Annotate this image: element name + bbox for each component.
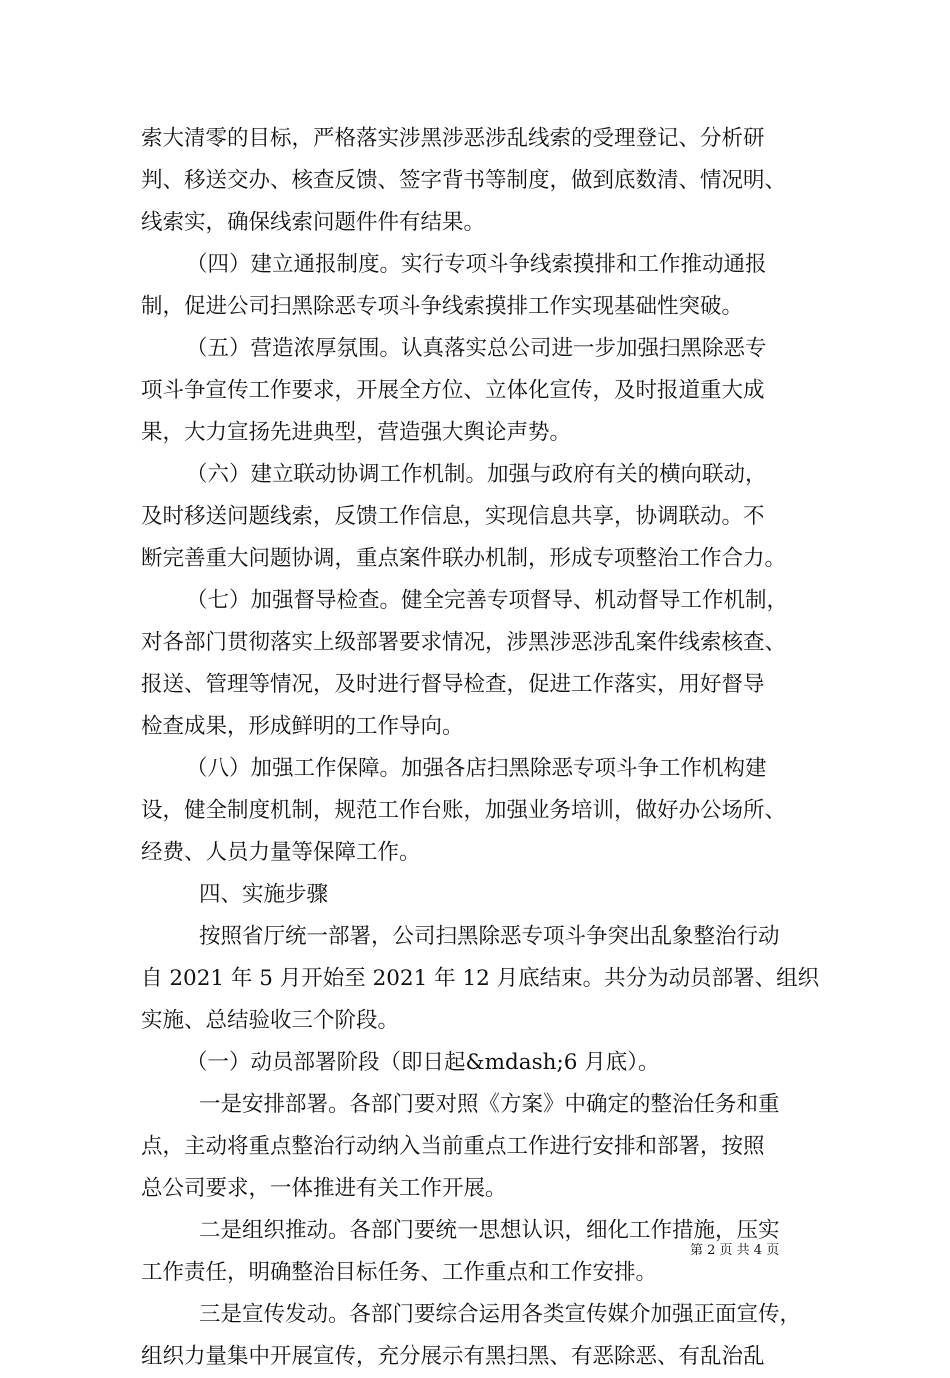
text-line: 项斗争宣传工作要求，开展全方位、立体化宣传，及时报道重大成 xyxy=(141,378,765,403)
text-line: 线索实，确保线索问题件件有结果。 xyxy=(141,210,486,235)
text-line: （六）建立联动协调工作机制。加强与政府有关的横向联动， xyxy=(186,462,767,487)
text-line: 工作责任，明确整治目标任务、工作重点和工作安排。 xyxy=(141,1260,658,1285)
page-number: 第 2 页 共 4 页 xyxy=(690,1243,780,1258)
text-line: 检查成果，形成鲜明的工作导向。 xyxy=(141,714,464,739)
text-line: 索大清零的目标，严格落实涉黑涉恶涉乱线索的受理登记、分析研 xyxy=(141,126,765,151)
text-line: 点，主动将重点整治行动纳入当前重点工作进行安排和部署，按照 xyxy=(141,1134,765,1159)
subsection-heading: （一）动员部署阶段（即日起&mdash;6 月底）。 xyxy=(186,1050,660,1075)
section-heading: 四、实施步骤 xyxy=(199,882,329,907)
text-line: 二是组织推动。各部门要统一思想认识，细化工作措施，压实 xyxy=(199,1218,780,1243)
document-body xyxy=(141,118,831,1378)
text-line: 一是安排部署。各部门要对照《方案》中确定的整治任务和重 xyxy=(199,1092,780,1117)
text-line: 总公司要求，一体推进有关工作开展。 xyxy=(141,1176,507,1201)
text-line: （四）建立通报制度。实行专项斗争线索摸排和工作推动通报 xyxy=(186,252,767,277)
text-line: 组织力量集中开展宣传，充分展示有黑扫黑、有恶除恶、有乱治乱 xyxy=(141,1344,765,1369)
text-line: 报送、管理等情况，及时进行督导检查，促进工作落实，用好督导 xyxy=(141,672,765,697)
text-line: （八）加强工作保障。加强各店扫黑除恶专项斗争工作机构建 xyxy=(186,756,767,781)
text-line: （五）营造浓厚氛围。认真落实总公司进一步加强扫黑除恶专 xyxy=(186,336,767,361)
text-line: 断完善重大问题协调，重点案件联办机制，形成专项整治工作合力。 xyxy=(141,546,787,571)
text-line: 及时移送问题线索，反馈工作信息，实现信息共享，协调联动。不 xyxy=(141,504,765,529)
text-line: （七）加强督导检查。健全完善专项督导、机动督导工作机制， xyxy=(186,588,789,613)
text-line: 按照省厅统一部署，公司扫黑除恶专项斗争突出乱象整治行动 xyxy=(199,924,780,949)
text-line: 三是宣传发动。各部门要综合运用各类宣传媒介加强正面宣传， xyxy=(199,1302,802,1327)
text-line: 自 2021 年 5 月开始至 2021 年 12 月底结束。共分为动员部署、组织 xyxy=(141,966,820,991)
text-line: 判、移送交办、核查反馈、签字背书等制度，做到底数清、情况明、 xyxy=(141,168,787,193)
text-line: 制，促进公司扫黑除恶专项斗争线索摸排工作实现基础性突破。 xyxy=(141,294,744,319)
text-line: 设，健全制度机制，规范工作台账，加强业务培训，做好办公场所、 xyxy=(141,798,787,823)
text-line: 实施、总结验收三个阶段。 xyxy=(141,1008,400,1033)
text-line: 对各部门贯彻落实上级部署要求情况，涉黑涉恶涉乱案件线索核查、 xyxy=(141,630,787,655)
text-line: 果，大力宣扬先进典型，营造强大舆论声势。 xyxy=(141,420,572,445)
text-line: 经费、人员力量等保障工作。 xyxy=(141,840,421,865)
